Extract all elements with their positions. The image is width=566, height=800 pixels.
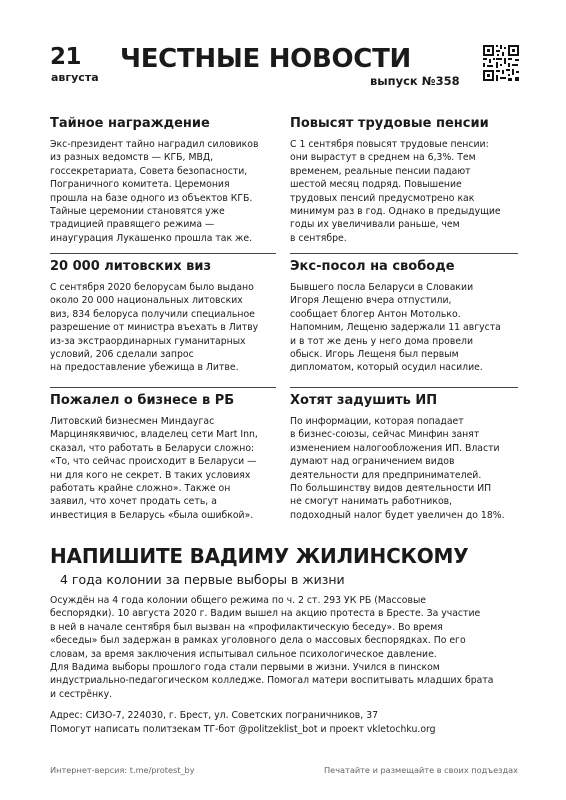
- feature-line: индустриально-педагогическом колледже. Помогал матери воспитывать младших брата: [50, 675, 494, 687]
- article-line: Тайные церемонии становятся уже: [50, 206, 225, 218]
- article-line: По большинству видов деятельности ИП: [290, 483, 492, 495]
- article-line: работать крайне сложно». Также он: [50, 483, 231, 495]
- article-title: Хотят задушить ИП: [290, 393, 438, 408]
- article-line: дипломатом, который осудил насилие.: [290, 362, 483, 374]
- article-line: С 1 сентября повысят трудовые пенсии:: [290, 139, 489, 150]
- article-line: Бывшего посла Беларуси в Словакии: [290, 282, 474, 293]
- article-line: разрешение от министра въехать в Литву: [50, 322, 259, 334]
- article-lithuanian-visas: [50, 258, 278, 375]
- article-line: инаугурация Лукашенко прошла так же.: [50, 232, 253, 244]
- article-line: шестой месяц подряд. Повышение: [290, 179, 462, 191]
- article-line: и в тот же день у него дома провели: [290, 335, 474, 347]
- article-title: Экс-посол на свободе: [290, 259, 455, 274]
- article-line: Марцинякявичюс, владелец сети Mart Inn,: [50, 429, 258, 441]
- article-line: годы их увеличивали раньше, чем: [290, 219, 460, 231]
- newspaper-title: ЧЕСТНЫЕ НОВОСТИ: [120, 44, 411, 74]
- feature-line: беспорядки). 10 августа 2020 г. Вадим вышел на акцию протеста в Бресте. За участие: [50, 608, 481, 620]
- article-pensions: [290, 115, 516, 245]
- article-line: они вырастут в среднем на 6,3%. Тем: [290, 152, 476, 164]
- article-line: Пограничного комитета. Церемония: [50, 179, 230, 191]
- article-line: виз, 834 белоруса получили специальное: [50, 308, 255, 320]
- article-body: [290, 281, 516, 375]
- prison-address: Адрес: СИЗО-7, 224030, г. Брест, ул. Советских пограничников, 37: [50, 710, 379, 722]
- article-line: около 20 000 национальных литовских: [50, 295, 243, 307]
- article-line: из разных ведомств — КГБ, МВД,: [50, 152, 214, 164]
- article-line: инвестиция в Беларусь «была ошибкой».: [50, 509, 254, 521]
- article-line: условий, 206 сделали запрос: [50, 349, 194, 361]
- article-line: Литовский бизнесмен Миндаугас: [50, 416, 215, 427]
- qr-code-icon: [482, 44, 520, 82]
- article-line: обыск. Игорь Лещеня был первым: [290, 349, 459, 361]
- feature-line: в ней в начале сентября был вызван на «профилактическую беседу». Во время: [50, 621, 443, 633]
- article-line: госсекретариата, Совета безопасности,: [50, 165, 248, 177]
- help-resources: Помогут написать политзекам ТГ-бот @politzeklist_bot и проект vkletochku.org: [50, 723, 436, 735]
- article-body: [50, 138, 278, 245]
- feature-line: и сестрёнку.: [50, 688, 113, 700]
- article-ex-ambassador: [290, 258, 516, 375]
- issue-number: выпуск №358: [370, 74, 460, 88]
- article-title: Пожалел о бизнесе в РБ: [50, 393, 235, 408]
- feature-line: «беседы» был задержан в рамках уголовного дела о массовых беспорядках. По его: [50, 635, 466, 647]
- article-line: прошла на базе одного из объектов КГБ.: [50, 192, 253, 204]
- article-line: трудовых пенсий предусмотрено как: [290, 192, 475, 204]
- article-business-regret: [50, 392, 278, 522]
- article-line: из-за экстраординарных гуманитарных: [50, 335, 246, 347]
- masthead-header: [50, 44, 520, 92]
- article-line: По информации, которая попадает: [290, 416, 464, 427]
- article-body: [50, 281, 278, 375]
- issue-month: августа: [51, 71, 99, 84]
- article-line: думают над ограничением видов: [290, 456, 455, 468]
- feature-contacts: [50, 709, 520, 736]
- print-note: Печатайте и размещайте в своих подъездах: [324, 765, 518, 775]
- online-version-link[interactable]: Интернет-версия: t.me/protest_by: [50, 765, 195, 775]
- article-body: [50, 415, 278, 522]
- divider-line: [50, 387, 276, 388]
- article-title: Тайное награждение: [50, 116, 210, 131]
- article-line: «То, что сейчас происходит в Беларуси —: [50, 456, 257, 468]
- article-line: заявил, что хочет продать сеть, а: [50, 496, 217, 508]
- feature-line: Осуждён на 4 года колонии общего режима по ч. 2 ст. 293 УК РБ (Массовые: [50, 595, 427, 606]
- article-title: 20 000 литовских виз: [50, 259, 212, 274]
- article-line: Напомним, Лещеню задержали 11 августа: [290, 322, 501, 334]
- article-line: временем, реальные пенсии падают: [290, 165, 471, 177]
- divider-line: [50, 253, 276, 254]
- article-line: на предоставление убежища в Литве.: [50, 362, 239, 374]
- article-line: минимум раз в год. Однако в предыдущие: [290, 206, 501, 218]
- article-secret-award: [50, 115, 278, 245]
- prisoner-feature: [50, 544, 520, 736]
- article-line: сказал, что работать в Беларуси сложно:: [50, 442, 255, 454]
- article-line: деятельности для предпринимателей.: [290, 469, 482, 481]
- article-line: традицией правящего режима —: [50, 219, 215, 231]
- article-line: в бизнес-союзы, сейчас Минфин занят: [290, 429, 480, 441]
- article-line: в сентябре.: [290, 232, 347, 244]
- article-line: ни для кого не секрет. В таких условиях: [50, 469, 251, 481]
- feature-line: Для Вадима выборы прошлого года стали первыми в жизни. Учился в пинском: [50, 662, 440, 674]
- article-line: не смогут нанимать работников,: [290, 496, 453, 508]
- article-line: С сентября 2020 белорусам было выдано: [50, 282, 254, 293]
- feature-line: словам, за время заключения испытывал сильное психологическое давление.: [50, 648, 437, 660]
- article-line: изменением налогообложения ИП. Власти: [290, 442, 500, 454]
- article-title: Повысят трудовые пенсии: [290, 116, 489, 131]
- article-entrepreneurs: [290, 392, 516, 522]
- feature-title: НАПИШИТЕ ВАДИМУ ЖИЛИНСКОМУ: [50, 544, 469, 568]
- article-line: сообщает блогер Антон Мотолько.: [290, 308, 461, 320]
- feature-body: [50, 594, 520, 701]
- article-body: [290, 415, 516, 522]
- article-line: Экс-президент тайно наградил силовиков: [50, 139, 259, 150]
- article-body: [290, 138, 516, 245]
- article-line: Игоря Лещеню вчера отпустили,: [290, 295, 452, 307]
- issue-day: 21: [50, 44, 82, 70]
- feature-subtitle: 4 года колонии за первые выборы в жизни: [60, 572, 345, 587]
- divider-line: [290, 387, 518, 388]
- article-line: подоходный налог будет увеличен до 18%.: [290, 509, 505, 521]
- divider-line: [290, 253, 518, 254]
